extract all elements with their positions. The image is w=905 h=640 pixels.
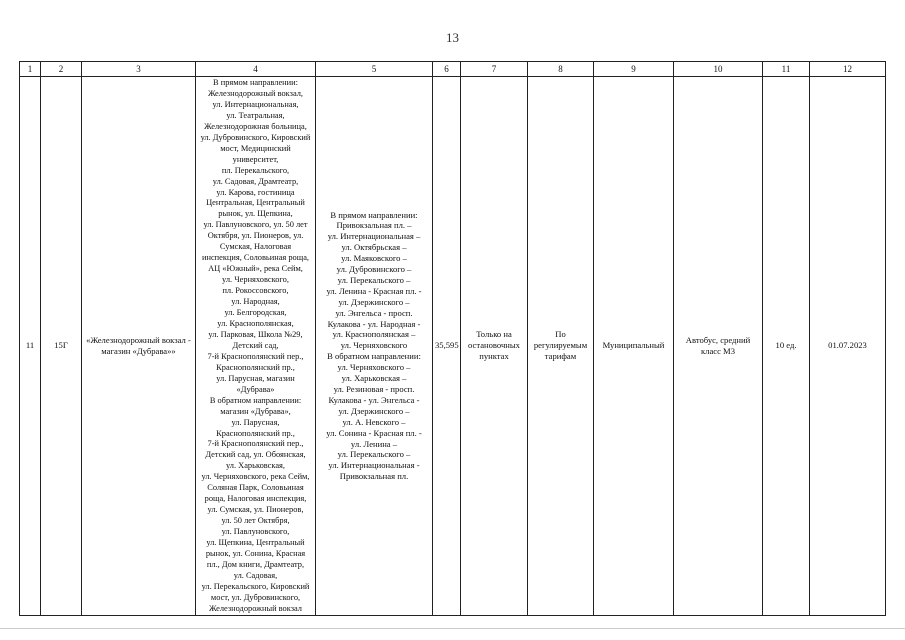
route-line: Соляная Парк, Соловьиная: [207, 483, 304, 493]
route-line: пл. Рокоссовского,: [222, 286, 289, 296]
header-cell-12: 12: [810, 62, 886, 77]
route-line: ул. Харьковская,: [225, 461, 286, 471]
start-date: 01.07.2023: [810, 77, 886, 616]
route-line: Детский сад, ул. Обоянская,: [205, 450, 306, 460]
route-line: роща, Налоговая инспекция,: [204, 494, 307, 504]
header-cell-3: 3: [82, 62, 196, 77]
route-line: ул. Парковая, Школа №29,: [208, 329, 303, 339]
route-line: АЦ «Южный», река Сейм,: [208, 264, 303, 274]
route-line: Детский сад,: [232, 340, 279, 350]
route-line: ул. Перекальского –: [337, 449, 411, 460]
route-line: рынок, ул. Сонина, Красная: [205, 548, 306, 558]
route-line: Привокзальная пл.: [339, 471, 409, 482]
route-length: 35,595: [433, 77, 461, 616]
route-line: ул. Карова, гостиница: [216, 187, 295, 197]
route-line: ул. Черняховского, река Сейм,: [201, 472, 310, 482]
table-row: [20, 77, 886, 616]
route-line: В прямом направлении:: [213, 78, 298, 87]
route-line: ул. Садовая,: [233, 570, 278, 580]
route-line: ул. Парусная, магазин: [216, 373, 295, 383]
route-line: В обратном направлении:: [327, 351, 421, 362]
route-line: инспекция, Соловьиная роща,: [201, 253, 310, 263]
header-cell-2: 2: [41, 62, 82, 77]
route-line: 7-й Краснополянский пер.,: [207, 351, 304, 361]
route-line: Кулакова - ул. Энгельса -: [328, 394, 420, 405]
route-line: ул. Дзержинского –: [338, 405, 410, 416]
route-line: ул. Интернациональная,: [212, 99, 299, 109]
vehicle-count: 10 ед.: [763, 77, 810, 616]
route-line: ул. Черняховского: [340, 340, 408, 351]
route-order-number: 11: [20, 77, 41, 616]
header-cell-4: 4: [196, 62, 316, 77]
route-line: ул. Белгородская,: [224, 308, 287, 318]
route-number: 15Г: [41, 77, 82, 616]
route-line: ул. Краснополянская,: [217, 318, 294, 328]
route-line: «Дубрава»: [236, 384, 275, 394]
route-streets: [196, 77, 316, 616]
vehicle-class: Автобус, средний класс М3: [674, 77, 763, 616]
route-line: ул. Резиновая - просп.: [333, 384, 415, 395]
route-line: ул. Парусная,: [231, 417, 280, 427]
route-line: ул. Ленина - Красная пл. -: [326, 285, 422, 296]
route-line: Железнодорожный вокзал: [209, 603, 302, 613]
route-line: Привокзальная пл. –: [336, 220, 412, 231]
route-line: Октября, ул. Пионеров, ул.: [207, 231, 304, 241]
route-line: ул. Дубровинского, Кировский: [200, 132, 311, 142]
route-line: ул. Павлуновского, ул. 50 лет: [203, 220, 308, 230]
route-line: ул. Дубровинского –: [336, 264, 412, 275]
route-line: ул. Павлуновского,: [221, 527, 290, 537]
route-line: 7-й Краснополянский пер.,: [207, 439, 304, 449]
route-line: ул. А. Невского –: [342, 416, 406, 427]
route-line: Краснополянский пр.,: [216, 428, 295, 438]
route-line: ул. Сумская, ул. Пионеров,: [207, 505, 304, 515]
route-line: ул. Сонина - Красная пл. -: [326, 427, 422, 438]
route-line: В прямом направлении:: [330, 209, 418, 220]
route-line: ул. 50 лет Октября,: [221, 516, 290, 526]
route-line: ул. Дзержинского –: [338, 296, 410, 307]
route-line: ул. Краснополянская –: [332, 329, 416, 340]
route-name: «Железнодорожный вокзал - магазин «Дубрава»»: [82, 77, 196, 616]
route-line: Железнодорожный вокзал,: [207, 88, 304, 98]
header-cell-1: 1: [20, 62, 41, 77]
transport-type: Муниципальный: [594, 77, 674, 616]
stop-order: Только на остановочных пунктах: [461, 77, 528, 616]
header-cell-11: 11: [763, 62, 810, 77]
route-line: ул. Харьковская –: [341, 373, 407, 384]
header-cell-6: 6: [433, 62, 461, 77]
route-line: ул. Народная,: [231, 297, 280, 307]
route-line: ул. Интернациональная -: [328, 460, 420, 471]
header-cell-7: 7: [461, 62, 528, 77]
page-bottom-rule: [0, 628, 905, 629]
route-line: ул. Энгельса - просп.: [335, 307, 413, 318]
route-line: Сумская, Налоговая: [219, 242, 292, 252]
route-line: ул. Черняховского –: [337, 362, 411, 373]
route-line: Краснополянский пр.,: [216, 362, 295, 372]
route-line: пл., Дом книги, Драмтеатр,: [206, 559, 305, 569]
route-line: ул. Интернациональная –: [327, 231, 421, 242]
route-line: мост, ул. Дубровинского,: [210, 592, 301, 602]
route-table: [19, 61, 886, 616]
header-cell-8: 8: [528, 62, 594, 77]
route-line: мост, Медицинский: [220, 143, 291, 153]
route-line: университет,: [232, 154, 279, 164]
header-cell-5: 5: [316, 62, 433, 77]
tariff-type: По регулируемым тарифам: [528, 77, 594, 616]
route-line: ул. Маяковского –: [341, 253, 407, 264]
route-line: магазин «Дубрава»,: [220, 406, 291, 416]
route-line: ул. Щепкина, Центральный: [206, 538, 305, 548]
route-line: ул. Садовая, Драмтеатр,: [212, 176, 299, 186]
header-row: [20, 62, 886, 77]
route-line: ул. Театральная,: [226, 110, 285, 120]
route-line: ул. Черняховского,: [222, 275, 289, 285]
route-stops: [316, 77, 433, 616]
route-line: Железнодорожная больница,: [204, 121, 307, 131]
route-line: ул. Перекальского, Кировский: [201, 581, 310, 591]
route-line: ул. Ленина –: [350, 438, 398, 449]
route-line: Кулакова - ул. Народная -: [327, 318, 421, 329]
header-cell-10: 10: [674, 62, 763, 77]
route-line: ул. Октябрьская –: [341, 242, 407, 253]
route-line: рынок, ул. Щепкина,: [218, 209, 293, 219]
page-number: 13: [446, 30, 459, 45]
header-cell-9: 9: [594, 62, 674, 77]
route-line: ул. Перекальского –: [337, 274, 411, 285]
route-line: Центральная, Центральный: [206, 198, 305, 208]
route-line: В обратном направлении:: [209, 395, 302, 405]
route-line: пл. Перекальского,: [221, 165, 290, 175]
